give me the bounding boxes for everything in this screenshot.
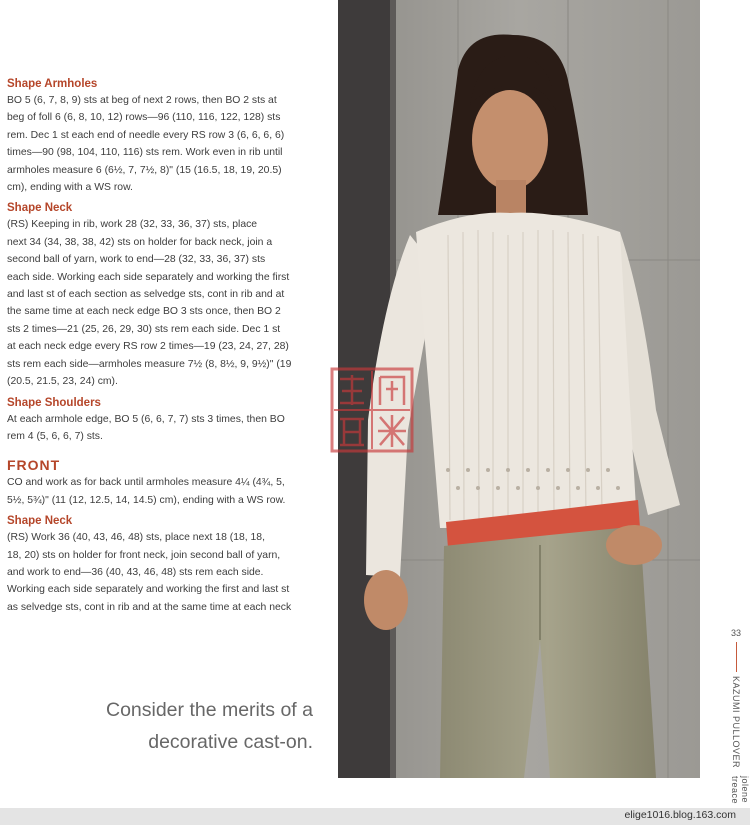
- instruction-line: at each neck edge every RS row 2 times—19 (23, 24, 27, 28): [7, 341, 289, 353]
- instruction-line: sts 2 times—21 (25, 26, 29, 30) sts rem each side. Dec 1 st: [7, 323, 281, 335]
- running-title: KAZUMI PULLOVER: [731, 676, 741, 769]
- instruction-line: sts rem each side—armholes measure 7½ (8, 8½, 9, 9½)" (19: [7, 358, 292, 370]
- pattern-text-column: [7, 78, 319, 616]
- source-watermark: elige1016.blog.163.com: [624, 809, 736, 821]
- instruction-line: beg of foll 6 (6, 8, 10, 12) rows—96 (110, 116, 122, 128) sts: [7, 112, 281, 124]
- instruction-line: BO 5 (6, 7, 8, 9) sts at beg of next 2 rows, then BO 2 sts at: [7, 95, 277, 106]
- instruction-line: Working each side separately and working the first and last st: [7, 584, 290, 596]
- section-heading: Shape Neck: [7, 202, 73, 215]
- folio-divider: [736, 642, 737, 672]
- instruction-line: times—90 (98, 104, 110, 116) sts rem. Work even in rib until: [7, 147, 283, 159]
- pull-quote-line: decorative cast-on.: [148, 731, 313, 753]
- instruction-line: second ball of yarn, work to end—28 (32, 33, 36, 37) sts: [7, 254, 266, 266]
- instruction-line: CO and work as for back until armholes measure 4¼ (4¾, 5,: [7, 477, 285, 489]
- instruction-line: (RS) Work 36 (40, 43, 46, 48) sts, place next 18 (18, 18,: [7, 532, 265, 544]
- instruction-line: cm), ending with a WS row.: [7, 182, 133, 194]
- instruction-line: 5½, 5¾)" (11 (12, 12.5, 14, 14.5) cm), ending with a WS row.: [7, 494, 286, 506]
- page-number: 33: [730, 628, 741, 638]
- brand-name: jolene treace: [730, 776, 750, 805]
- red-seal-stamp: [330, 367, 414, 453]
- instruction-line: and last st of each section as selvedge sts, cont in rib and at: [7, 289, 285, 301]
- instruction-line: rem 4 (5, 6, 6, 7) sts.: [7, 430, 103, 442]
- pattern-sections: [7, 78, 319, 445]
- instruction-line: 18, 20) sts on holder for front neck, join second ball of yarn,: [7, 549, 281, 561]
- instruction-line: armholes measure 6 (6½, 7, 7½, 8)" (15 (16.5, 18, 19, 20.5): [7, 164, 282, 176]
- front-shape-neck-heading: Shape Neck: [7, 515, 73, 528]
- instruction-line: next 34 (34, 38, 38, 42) sts on holder for back neck, join a: [7, 236, 273, 248]
- instruction-line: (20.5, 21.5, 23, 24) cm).: [7, 376, 118, 388]
- instruction-line: rem. Dec 1 st each end of needle every RS row 3 (6, 6, 6, 6): [7, 129, 285, 141]
- front-shape-neck-instructions: [7, 529, 319, 616]
- instruction-line: and work to end—36 (40, 43, 46, 48) sts rem each side.: [7, 566, 264, 578]
- instruction-line: (RS) Keeping in rib, work 28 (32, 33, 36, 37) sts, place: [7, 219, 258, 231]
- pull-quote: [106, 694, 313, 758]
- section-heading: Shape Shoulders: [7, 396, 101, 409]
- pull-quote-line: Consider the merits of a: [105, 699, 313, 721]
- instruction-line: At each armhole edge, BO 5 (6, 6, 7, 7) sts 3 times, then BO: [7, 413, 285, 425]
- instruction-line: each side. Working each side separately and working the first: [7, 271, 290, 283]
- front-instructions: [7, 474, 319, 509]
- instruction-line: as selvedge sts, cont in rib and at the same time at each neck: [7, 601, 292, 613]
- section-heading: Shape Armholes: [7, 78, 98, 90]
- instruction-line: the same time at each neck edge BO 3 sts once, then BO 2: [7, 306, 281, 318]
- page-folio: [726, 628, 750, 805]
- front-heading: FRONT: [7, 457, 61, 474]
